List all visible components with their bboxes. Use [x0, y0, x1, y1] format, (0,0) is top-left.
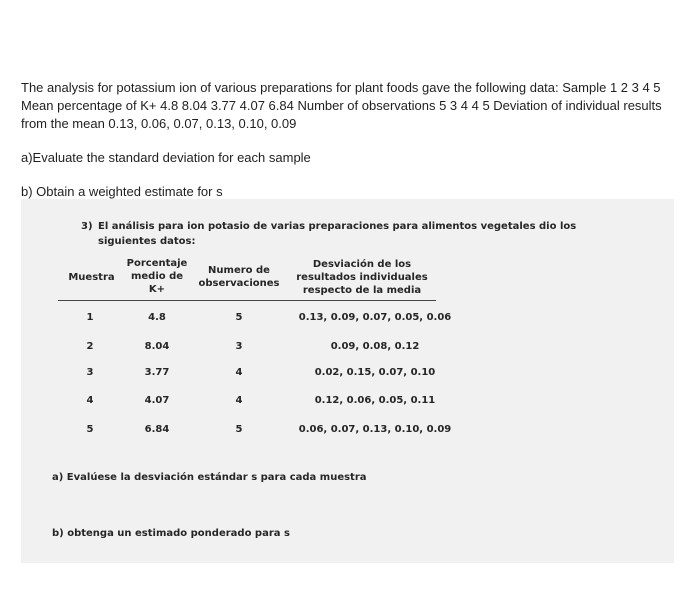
cell-muestra: 4 — [86, 395, 94, 406]
problem-statement: The analysis for potassium ion of various preparations for plant foods gave the following data: Sample 1 2 3 4 5 Mean percentage of K+ 4.8 8.04 3.77 4.07 6.84 Number of observations 5 3 4 4 5 Deviation of individual results from the mean 0.13, 0.06, 0.07, 0.13, 0.10, 0.09 — [21, 80, 662, 131]
cell-observaciones: 5 — [235, 424, 243, 435]
cell-desviacion: 0.09, 0.08, 0.12 — [330, 341, 420, 352]
header-observaciones: Numero de observaciones — [198, 265, 280, 289]
header-porcentaje: Porcentaje medio de K+ — [126, 258, 188, 295]
cell-porcentaje: 4.8 — [148, 312, 166, 323]
cell-muestra: 1 — [86, 312, 94, 323]
problem-number: 3) — [81, 221, 93, 232]
cell-observaciones: 4 — [235, 367, 243, 378]
question-a: a)Evaluate the standard deviation for each sample — [21, 150, 311, 165]
cell-desviacion: 0.12, 0.06, 0.05, 0.11 — [314, 395, 436, 406]
cell-desviacion: 0.06, 0.07, 0.13, 0.10, 0.09 — [298, 424, 452, 435]
problem-photo — [21, 199, 674, 563]
question-b: b) Obtain a weighted estimate for s — [21, 184, 223, 199]
cell-porcentaje: 4.07 — [144, 395, 170, 406]
header-muestra: Muestra — [68, 272, 115, 283]
cell-desviacion: 0.02, 0.15, 0.07, 0.10 — [314, 367, 436, 378]
cell-observaciones: 3 — [235, 341, 243, 352]
cell-porcentaje: 8.04 — [144, 341, 170, 352]
cell-observaciones: 5 — [235, 312, 243, 323]
photo-question-a: a) Evalúese la desviación estándar s para cada muestra — [52, 472, 367, 483]
cell-porcentaje: 3.77 — [144, 367, 170, 378]
cell-muestra: 2 — [86, 341, 94, 352]
cell-muestra: 5 — [86, 424, 94, 435]
header-desviacion: Desviación de los resultados individuales respecto de la media — [296, 259, 428, 296]
cell-desviacion: 0.13, 0.09, 0.07, 0.05, 0.06 — [298, 312, 452, 323]
cell-observaciones: 4 — [235, 395, 243, 406]
cell-muestra: 3 — [86, 367, 94, 378]
header-divider — [58, 300, 436, 301]
cell-porcentaje: 6.84 — [144, 424, 170, 435]
photo-question-b: b) obtenga un estimado ponderado para s — [52, 528, 290, 539]
problem-title-text: El análisis para ion potasio de varias preparaciones para alimentos vegetales dio los siguientes datos: — [98, 221, 577, 247]
